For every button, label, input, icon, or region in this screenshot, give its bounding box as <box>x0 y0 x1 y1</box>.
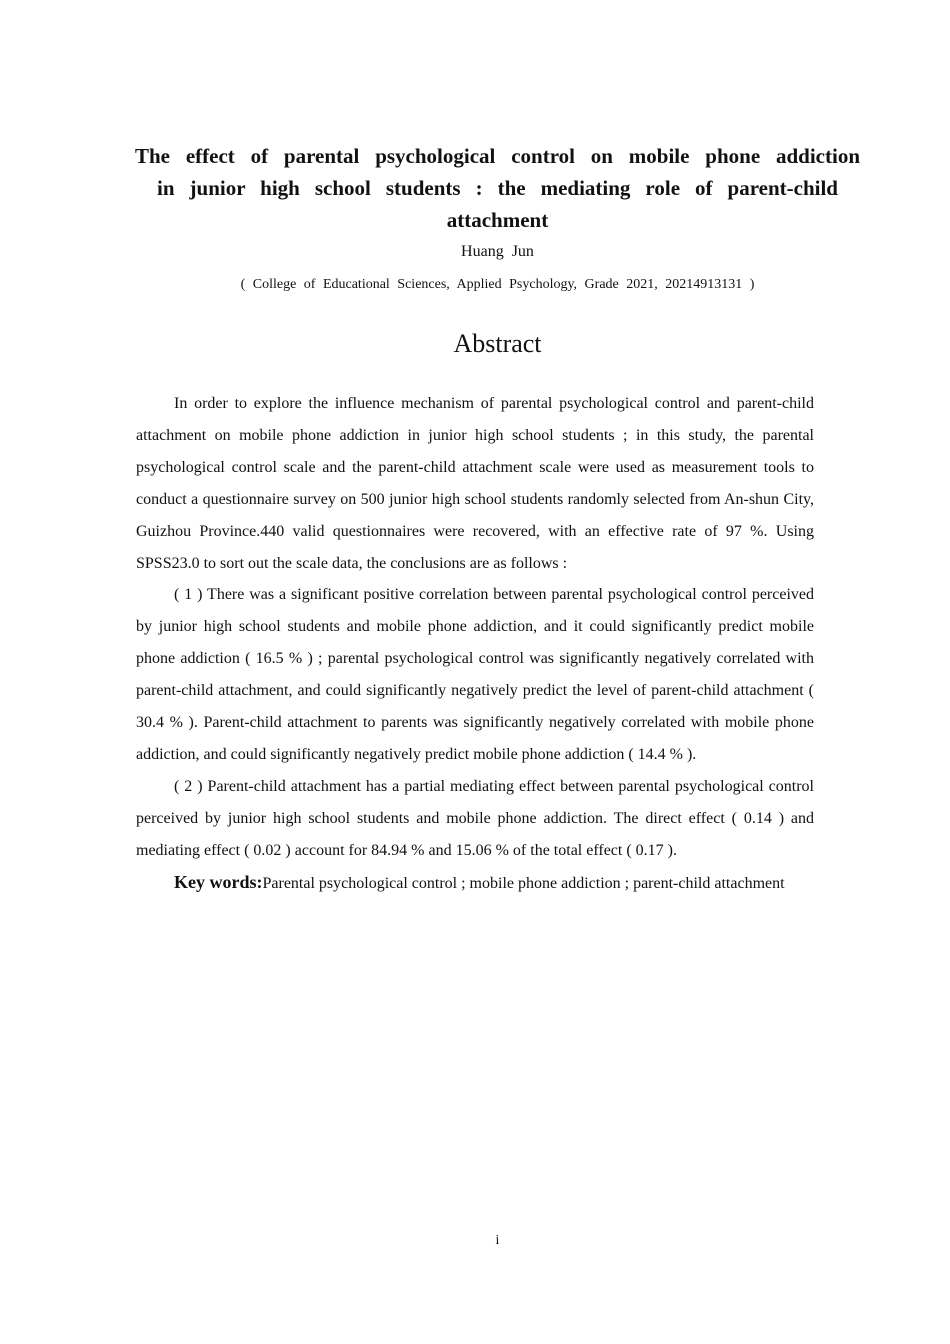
paper-title <box>135 140 860 236</box>
keywords-label: Key words: <box>174 871 263 892</box>
author-name: Huang Jun <box>461 243 534 260</box>
abstract-heading: Abstract <box>453 329 542 358</box>
paper-title-line-1: The effect of parental psychological control on mobile phone addiction <box>135 144 860 168</box>
abstract-paragraph-intro: In order to explore the influence mechanism of parental psychological control and parent-child attachment on mobile phone addiction in junior high school students ; in this study, the parental psychological control scale and the parent-child attachment scale were used as measurement tools to conduct a questionnaire survey on 500 junior high school students randomly selected from An-shun City, Guizhou Province.440 valid questionnaires were recovered, with an effective rate of 97 %. Using SPSS23.0 to sort out the scale data, the conclusions are as follows : <box>136 395 814 572</box>
keywords-line <box>136 867 814 900</box>
paper-title-line-2: in junior high school students : the mediating role of parent-child <box>157 176 838 200</box>
author-affiliation: ( College of Educational Sciences, Applied Psychology, Grade 2021, 20214913131 ) <box>240 277 755 292</box>
page-number: i <box>495 1233 500 1248</box>
keywords-text: Parental psychological control ; mobile phone addiction ; parent-child attachment <box>262 874 785 892</box>
paper-title-line-3: attachment <box>446 208 549 232</box>
abstract-body <box>136 388 814 900</box>
abstract-paragraph-conclusion-2: ( 2 ) Parent-child attachment has a partial mediating effect between parental psychological control perceived by junior high school students and mobile phone addiction. The direct effect ( 0.14 ) and mediating effect ( 0.02 ) account for 84.94 % and 15.06 % of the total effect ( 0.17 ). <box>136 777 814 859</box>
abstract-paragraph-conclusion-1: ( 1 ) There was a significant positive correlation between parental psychological control perceived by junior high school students and mobile phone addiction, and it could significantly predict mobile phone addiction ( 16.5 % ) ; parental psychological control was significantly negatively correlated with parent-child attachment, and could significantly negatively predict the level of parent-child attachment ( 30.4 % ). Parent-child attachment to parents was significantly negatively correlated with mobile phone addiction, and could significantly negatively predict mobile phone addiction ( 14.4 % ). <box>136 586 814 763</box>
